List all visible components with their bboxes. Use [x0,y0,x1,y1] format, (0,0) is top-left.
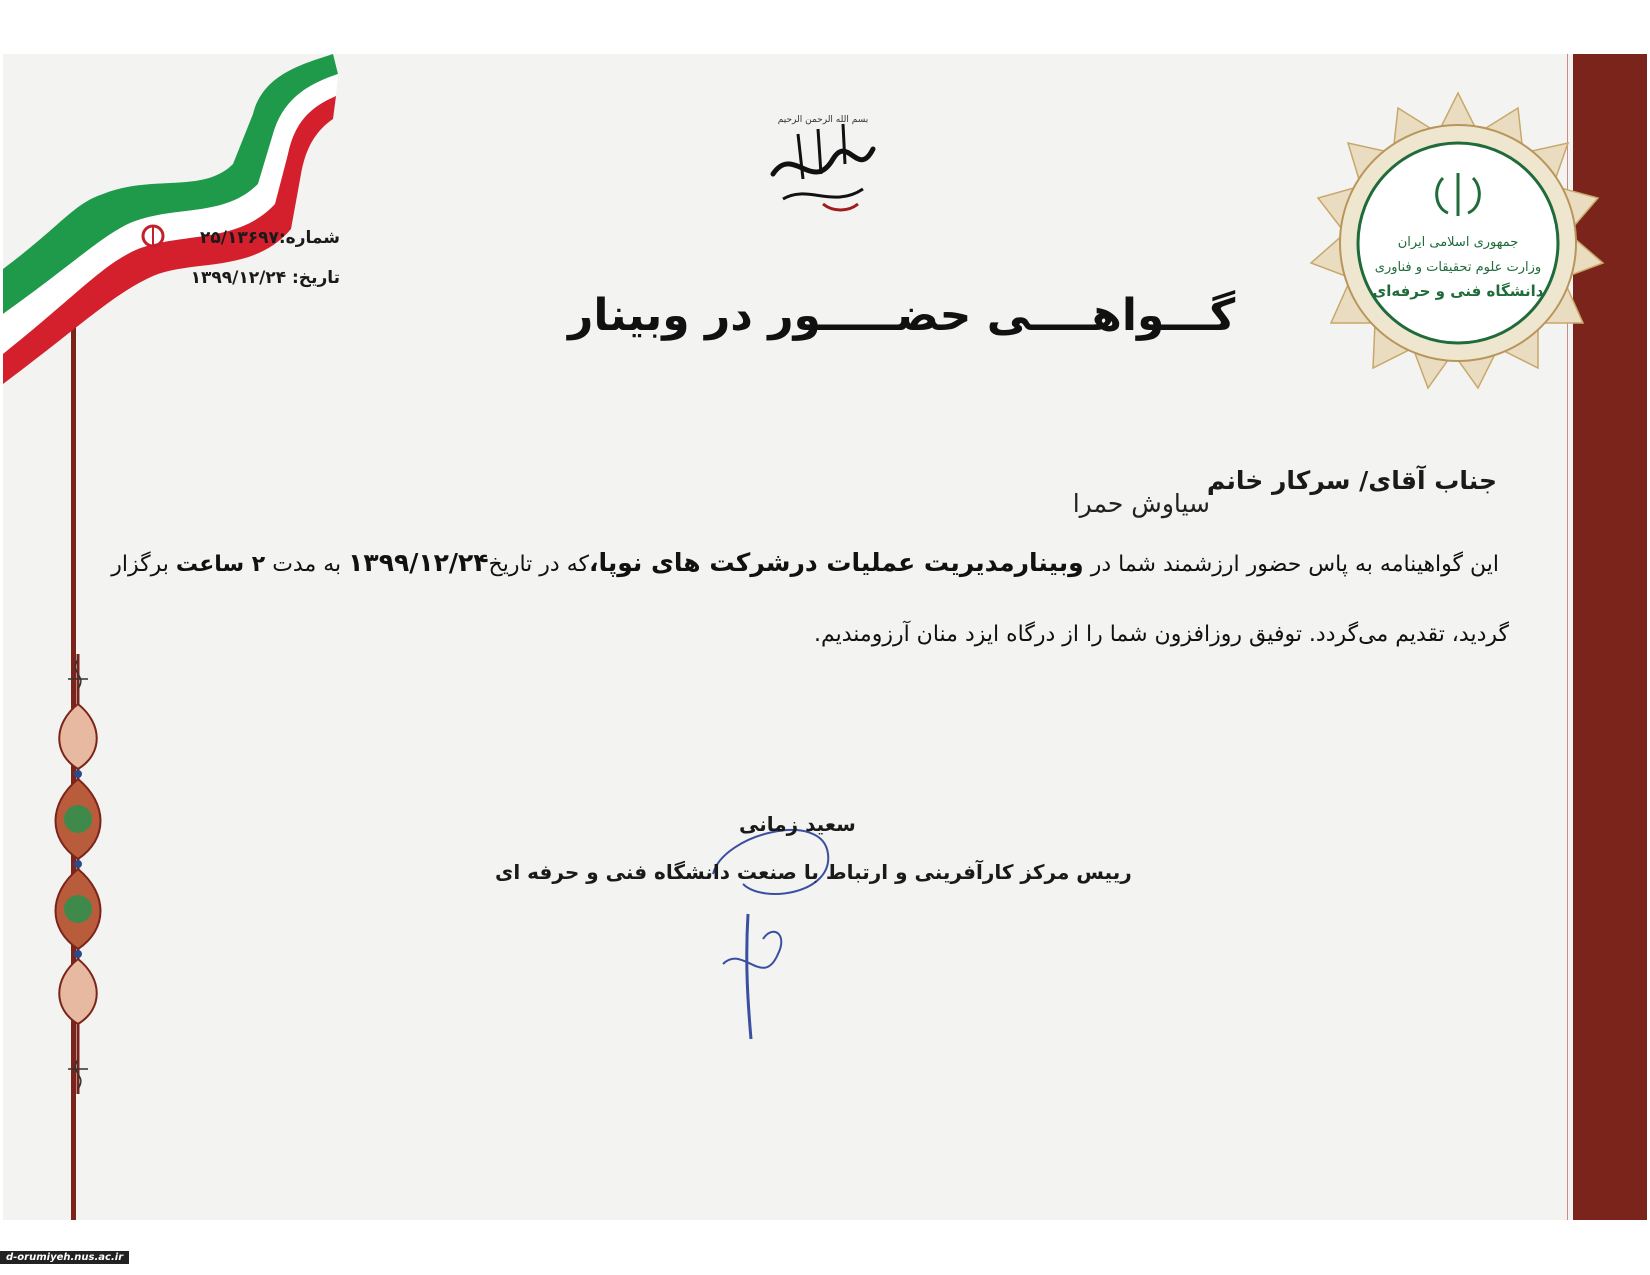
emblem-line3: دانشگاه فنی و حرفه‌ای [1372,282,1544,300]
certificate-title: گـــواهــــی حضـــــور در وبینار [568,290,1236,341]
recipient-name: سیاوش حمرا [1072,489,1210,518]
basmala-calligraphy-icon [763,104,883,219]
persian-ornament-icon [43,654,113,1094]
body-text-3: به مدت [265,552,349,577]
body-text-4: برگزار [111,552,176,577]
document-date: تاریخ: ۱۳۹۹/۱۲/۲۴ [190,268,340,288]
document-number: شماره:۲۵/۱۳۶۹۷ [200,228,340,248]
salutation: جناب آقای/ سرکار خانم [1206,466,1497,495]
body-text-1: این گواهینامه به پاس حضور ارزشمند شما در [1083,552,1499,577]
webinar-title: وبینارمدیریت عملیات درشرکت های نوپا، [588,548,1084,577]
certificate-body-line2: گردید، تقدیم می‌گردد. توفیق روزافزون شما را از درگاه ایزد منان آرزومندیم. [813,622,1509,647]
university-emblem-icon [1303,88,1613,398]
website-watermark: d-orumiyeh.nus.ac.ir [0,1251,129,1264]
handwritten-signature-icon [703,814,903,1064]
webinar-date: ۱۳۹۹/۱۲/۲۴ [348,548,489,577]
body-text-2: که در تاریخ [488,552,589,577]
iran-flag-ribbon-icon [3,54,363,384]
signatory-name: سعید زمانی [739,812,856,836]
basmala-text: بسم الله الرحمن الرحیم [777,115,869,125]
emblem-line1: جمهوری اسلامی ایران [1397,235,1519,250]
webinar-duration: ۲ ساعت [175,552,266,577]
emblem-line2: وزارت علوم تحقیقات و فناوری [1374,260,1542,275]
signatory-role: رییس مرکز کارآفرینی و ارتباط با صنعت دانشگاه فنی و حرفه ای [495,860,1132,884]
certificate-body-line1 [111,548,1499,577]
certificate-paper [3,54,1647,1220]
